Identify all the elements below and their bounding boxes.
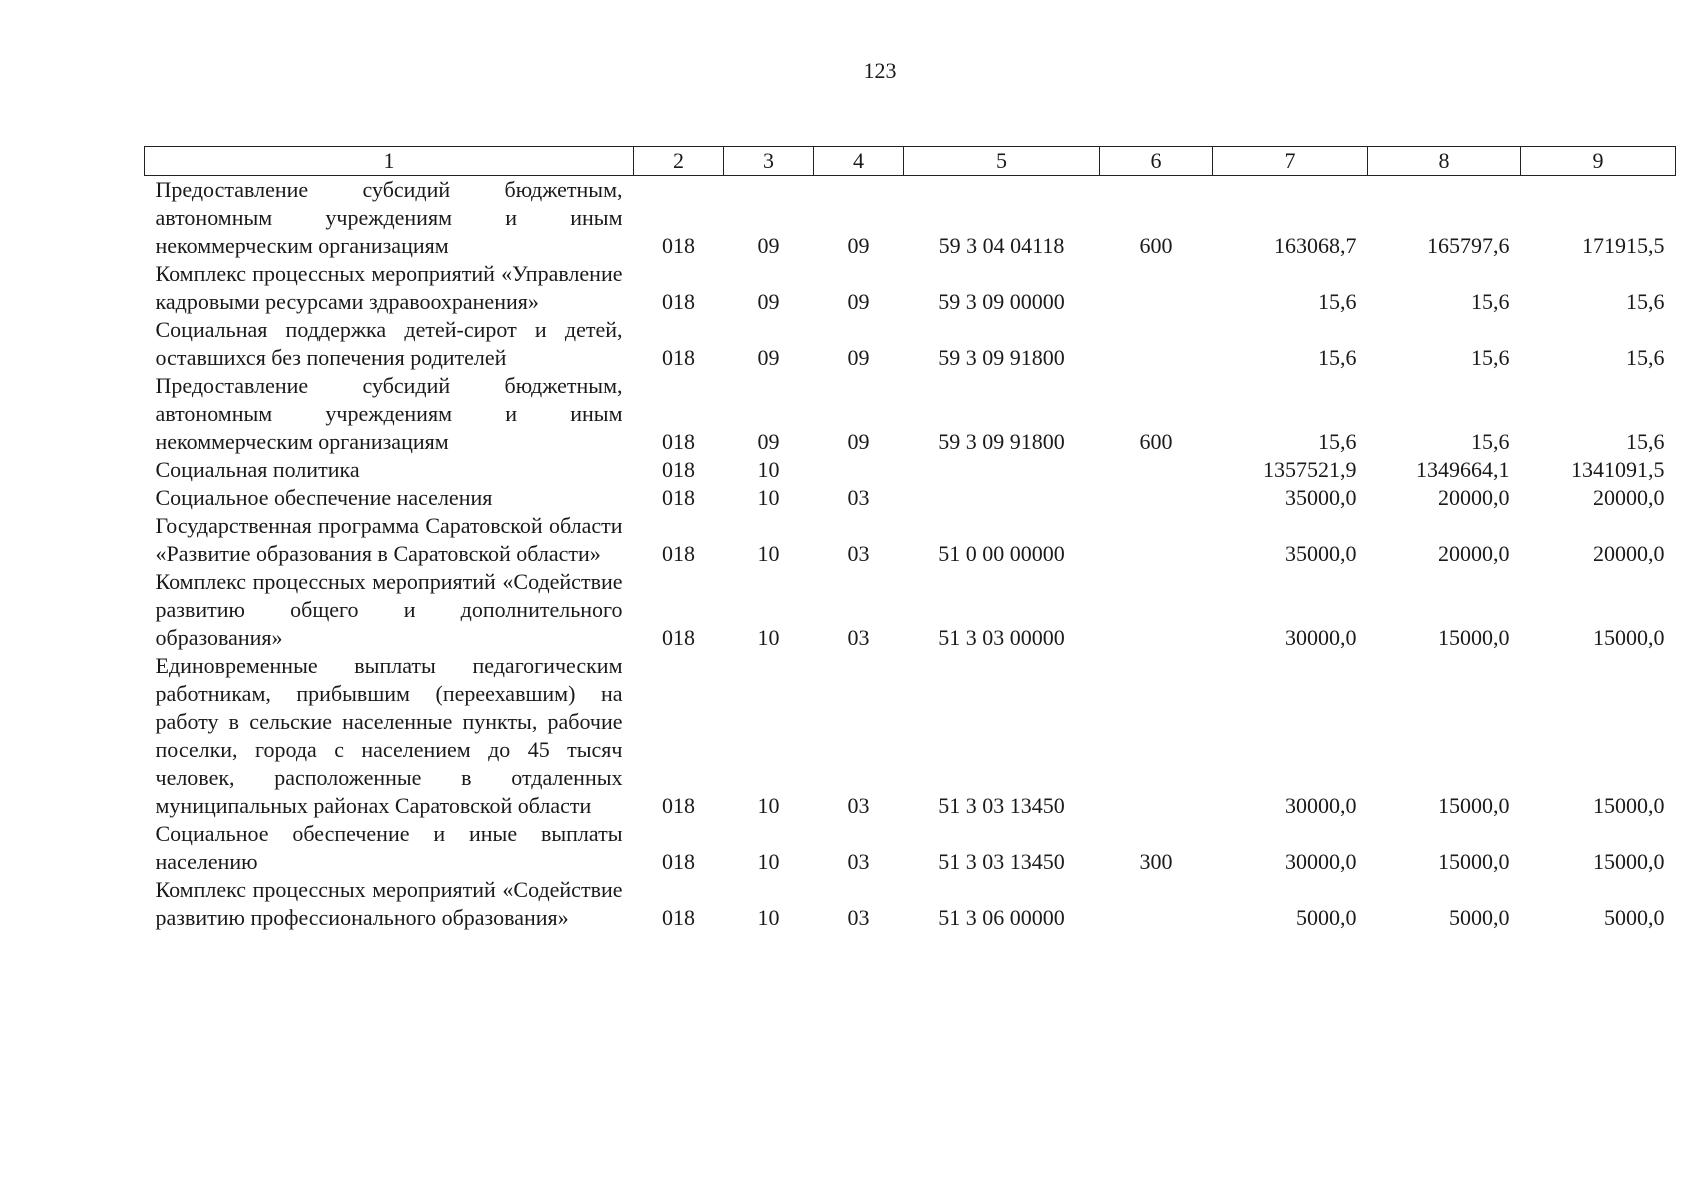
row-ministry-code: 018	[662, 485, 695, 510]
budget-table	[144, 146, 1676, 932]
row-ministry-code: 018	[662, 625, 695, 650]
row-name: Комплекс процессных мероприятий «Содействие развитию профессионального образования»	[155, 877, 623, 930]
row-amount-year1: 15,6	[1318, 429, 1357, 454]
row-target-code: 51 3 03 00000	[938, 625, 1065, 650]
row-subsection-code: 03	[847, 849, 870, 874]
row-target-code: 59 3 09 91800	[938, 345, 1065, 370]
row-amount-year2: 15,6	[1471, 289, 1510, 314]
row-expense-type	[1100, 652, 1213, 820]
row-ministry-code: 018	[662, 793, 695, 818]
row-amount-year3: 1341091,5	[1571, 457, 1665, 482]
row-target-code: 51 0 00 00000	[938, 541, 1065, 566]
row-amount-year1: 30000,0	[1285, 625, 1357, 650]
row-name: Единовременные выплаты педагогическим работникам, прибывшим (переехавшим) на работу в сельские населенные пункты, рабочие поселки, города с населением до 45 тысяч человек, расположенные в отдаленных муниципальных районах Саратовской области	[155, 653, 623, 818]
row-amount-year1: 30000,0	[1285, 793, 1357, 818]
row-section-code: 09	[757, 233, 780, 258]
row-section-code: 10	[757, 457, 780, 482]
row-section-code: 09	[757, 429, 780, 454]
row-amount-year3: 20000,0	[1593, 541, 1665, 566]
row-name: Предоставление субсидий бюджетным, автономным учреждениям и иным некоммерческим организациям	[155, 177, 623, 258]
row-target-code: 59 3 09 91800	[938, 429, 1065, 454]
row-subsection-code: 03	[847, 625, 870, 650]
row-expense-type	[1100, 260, 1213, 316]
row-ministry-code: 018	[662, 541, 695, 566]
row-subsection-code: 03	[847, 793, 870, 818]
row-expense-type: 600	[1139, 429, 1173, 454]
row-amount-year1: 30000,0	[1285, 849, 1357, 874]
table-row	[145, 652, 1676, 820]
row-amount-year1: 1357521,9	[1263, 457, 1357, 482]
row-amount-year3: 15,6	[1626, 429, 1665, 454]
row-subsection-code: 09	[847, 345, 870, 370]
row-section-code: 10	[757, 485, 780, 510]
table-row	[145, 820, 1676, 876]
row-subsection-code	[814, 456, 904, 484]
row-target-code: 59 3 09 00000	[938, 289, 1065, 314]
row-amount-year3: 15000,0	[1593, 625, 1665, 650]
table-row	[145, 316, 1676, 372]
table-row	[145, 568, 1676, 652]
row-amount-year3: 15,6	[1626, 345, 1665, 370]
row-expense-type	[1100, 568, 1213, 652]
row-subsection-code: 09	[847, 233, 870, 258]
header-col-6: 6	[1100, 147, 1213, 176]
row-amount-year3: 20000,0	[1593, 485, 1665, 510]
row-amount-year3: 15,6	[1626, 289, 1665, 314]
row-name: Социальное обеспечение и иные выплаты населению	[155, 821, 623, 874]
row-amount-year1: 15,6	[1318, 289, 1357, 314]
row-expense-type: 600	[1139, 233, 1173, 258]
row-expense-type	[1100, 512, 1213, 568]
header-col-4: 4	[814, 147, 904, 176]
header-col-2: 2	[634, 147, 724, 176]
row-ministry-code: 018	[662, 345, 695, 370]
table-row	[145, 512, 1676, 568]
row-target-code	[904, 456, 1100, 484]
page-number: 123	[863, 58, 897, 83]
row-amount-year2: 20000,0	[1438, 485, 1510, 510]
row-name: Социальное обеспечение населения	[155, 485, 493, 510]
row-ministry-code: 018	[662, 289, 695, 314]
row-name: Комплекс процессных мероприятий «Управление кадровыми ресурсами здравоохранения»	[155, 261, 623, 314]
table-row	[145, 876, 1676, 932]
row-expense-type: 300	[1139, 849, 1173, 874]
row-amount-year2: 165797,6	[1427, 233, 1510, 258]
row-name: Государственная программа Саратовской области «Развитие образования в Саратовской области»	[155, 513, 623, 566]
row-target-code: 59 3 04 04118	[938, 233, 1065, 258]
row-target-code: 51 3 06 00000	[938, 905, 1065, 930]
table-row	[145, 484, 1676, 512]
row-section-code: 10	[757, 905, 780, 930]
row-amount-year1: 15,6	[1318, 345, 1357, 370]
row-subsection-code: 03	[847, 485, 870, 510]
header-col-1: 1	[145, 147, 634, 176]
header-row	[145, 147, 1676, 176]
row-amount-year1: 35000,0	[1285, 485, 1357, 510]
header-col-9: 9	[1521, 147, 1676, 176]
row-subsection-code: 03	[847, 905, 870, 930]
row-subsection-code: 09	[847, 429, 870, 454]
row-ministry-code: 018	[662, 233, 695, 258]
row-expense-type	[1100, 456, 1213, 484]
row-expense-type	[1100, 484, 1213, 512]
row-section-code: 10	[757, 849, 780, 874]
row-amount-year2: 15000,0	[1438, 849, 1510, 874]
row-amount-year2: 20000,0	[1438, 541, 1510, 566]
row-target-code: 51 3 03 13450	[938, 793, 1065, 818]
row-amount-year2: 15,6	[1471, 345, 1510, 370]
row-name: Социальная поддержка детей-сирот и детей, оставшихся без попечения родителей	[155, 317, 623, 370]
row-target-code	[904, 484, 1100, 512]
row-subsection-code: 09	[847, 289, 870, 314]
row-amount-year1: 35000,0	[1285, 541, 1357, 566]
row-amount-year1: 5000,0	[1296, 905, 1357, 930]
row-subsection-code: 03	[847, 541, 870, 566]
table-row	[145, 260, 1676, 316]
row-amount-year3: 5000,0	[1604, 905, 1665, 930]
row-section-code: 10	[757, 793, 780, 818]
row-amount-year2: 15000,0	[1438, 793, 1510, 818]
row-section-code: 10	[757, 625, 780, 650]
row-ministry-code: 018	[662, 457, 695, 482]
table-row	[145, 372, 1676, 456]
row-ministry-code: 018	[662, 429, 695, 454]
row-section-code: 09	[757, 345, 780, 370]
row-amount-year2: 5000,0	[1449, 905, 1510, 930]
table-row	[145, 456, 1676, 484]
row-expense-type	[1100, 316, 1213, 372]
header-col-3: 3	[724, 147, 814, 176]
table-row	[145, 176, 1676, 261]
row-ministry-code: 018	[662, 849, 695, 874]
row-name: Социальная политика	[155, 457, 360, 482]
row-amount-year2: 1349664,1	[1416, 457, 1510, 482]
row-amount-year3: 15000,0	[1593, 793, 1665, 818]
row-amount-year3: 15000,0	[1593, 849, 1665, 874]
row-amount-year1: 163068,7	[1274, 233, 1357, 258]
row-amount-year2: 15000,0	[1438, 625, 1510, 650]
row-section-code: 10	[757, 541, 780, 566]
row-amount-year2: 15,6	[1471, 429, 1510, 454]
row-name: Предоставление субсидий бюджетным, автономным учреждениям и иным некоммерческим организациям	[155, 373, 623, 454]
header-col-7: 7	[1213, 147, 1368, 176]
row-amount-year3: 171915,5	[1582, 233, 1665, 258]
row-name: Комплекс процессных мероприятий «Содействие развитию общего и дополнительного образования»	[155, 569, 623, 650]
header-col-5: 5	[904, 147, 1100, 176]
row-expense-type	[1100, 876, 1213, 932]
row-target-code: 51 3 03 13450	[938, 849, 1065, 874]
row-ministry-code: 018	[662, 905, 695, 930]
header-col-8: 8	[1368, 147, 1521, 176]
row-section-code: 09	[757, 289, 780, 314]
